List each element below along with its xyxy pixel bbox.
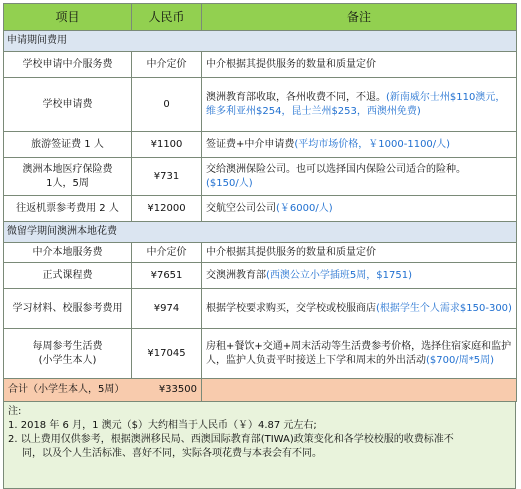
table-row xyxy=(4,289,517,329)
note-text: 根据学校要求购买，交学校或校服商店 xyxy=(206,302,376,314)
note-highlight: (平均市场价格，￥1000-1100/人) xyxy=(294,138,451,150)
section-title: 微留学期间澳洲本地花费 xyxy=(4,222,517,243)
note-line: 2. 以上费用仅供参考，根据澳洲移民局、西澳国际教育部(TIWA)政策变化和各学校校服的收费标准不 xyxy=(8,434,454,445)
fee-table-container xyxy=(3,3,516,489)
row-item: 往返机票参考费用 2 人 xyxy=(4,196,132,222)
row-note: 中介根据其提供服务的数量和质量定价 xyxy=(202,243,517,263)
table-row xyxy=(4,329,517,379)
row-item xyxy=(4,158,132,196)
row-note xyxy=(202,263,517,289)
item-line: 1人，5周 xyxy=(46,177,89,189)
note-highlight: (西澳公立小学插班5周，$1751) xyxy=(266,269,412,281)
row-rmb: 中介定价 xyxy=(132,52,202,78)
total-label xyxy=(4,379,202,402)
notes-box xyxy=(3,402,516,489)
total-empty xyxy=(202,379,517,402)
row-item: 学校申请费 xyxy=(4,78,132,132)
note-text: 交给澳洲保险公司。也可以选择国内保险公司适合的险种。 xyxy=(206,163,466,175)
row-item: 中介本地服务费 xyxy=(4,243,132,263)
section-row-application xyxy=(4,31,517,52)
header-note: 备注 xyxy=(202,4,517,31)
row-item: 学习材料、校服参考费用 xyxy=(4,289,132,329)
note-line: 同，以及个人生活标准、喜好不同，实际各项花费与本表会有不同。 xyxy=(22,448,322,459)
note-text: 澳洲教育部收取，各州收费不同，不退。 xyxy=(206,91,386,103)
item-line: (小学生本人) xyxy=(38,354,97,366)
table-row xyxy=(4,158,517,196)
item-line: 澳洲本地医疗保险费 xyxy=(22,163,113,175)
section-title: 申请期间费用 xyxy=(4,31,517,52)
table-row xyxy=(4,132,517,158)
header-item: 项目 xyxy=(4,4,132,31)
note-highlight: (￥6000/人) xyxy=(276,202,333,214)
note-text: 签证费+中介申请费 xyxy=(206,138,295,150)
row-note xyxy=(202,329,517,379)
fee-table xyxy=(3,3,517,402)
note-text: 房租+餐饮+交通+周末活动等生活费参考价格，选择住宿家庭和监护人，监护人负责平时接送上下学和周末的外出活动 xyxy=(206,340,512,366)
row-rmb: ¥1100 xyxy=(132,132,202,158)
total-label-text: 合计（小学生本人，5周） xyxy=(8,384,125,395)
notes-title: 注: xyxy=(8,406,22,417)
note-line: 1. 2018 年 6 月，1 澳元（$）大约相当于人民币（￥）4.87 元左右; xyxy=(8,420,317,431)
row-rmb: ¥7651 xyxy=(132,263,202,289)
table-row xyxy=(4,52,517,78)
row-item: 学校申请中介服务费 xyxy=(4,52,132,78)
table-row xyxy=(4,78,517,132)
table-header-row xyxy=(4,4,517,31)
section-row-study xyxy=(4,222,517,243)
row-note: 中介根据其提供服务的数量和质量定价 xyxy=(202,52,517,78)
note-highlight: (根据学生个人需求$150-300) xyxy=(376,302,512,314)
row-item: 旅游签证费 1 人 xyxy=(4,132,132,158)
row-rmb: 中介定价 xyxy=(132,243,202,263)
row-note xyxy=(202,78,517,132)
note-highlight: ($150/人) xyxy=(206,177,253,189)
row-rmb: ¥974 xyxy=(132,289,202,329)
row-rmb: 0 xyxy=(132,78,202,132)
row-rmb: ¥17045 xyxy=(132,329,202,379)
row-item xyxy=(4,329,132,379)
total-value: ¥33500 xyxy=(158,384,197,395)
row-note xyxy=(202,289,517,329)
row-note xyxy=(202,132,517,158)
row-rmb: ¥12000 xyxy=(132,196,202,222)
table-row xyxy=(4,243,517,263)
row-item: 正式课程费 xyxy=(4,263,132,289)
total-row xyxy=(4,379,517,402)
note-text: 交航空公司公司 xyxy=(206,202,276,214)
row-note xyxy=(202,196,517,222)
row-note xyxy=(202,158,517,196)
header-rmb: 人民币 xyxy=(132,4,202,31)
note-highlight: ($700/周*5周) xyxy=(426,354,494,366)
item-line: 每周参考生活费 xyxy=(32,340,103,352)
note-text: 交澳洲教育部 xyxy=(206,269,266,281)
table-row xyxy=(4,196,517,222)
row-rmb: ¥731 xyxy=(132,158,202,196)
note-highlight: (新南威尔士州$110澳元，维多利亚州$254，昆士兰州$253，西澳州免费) xyxy=(206,91,506,117)
table-row xyxy=(4,263,517,289)
